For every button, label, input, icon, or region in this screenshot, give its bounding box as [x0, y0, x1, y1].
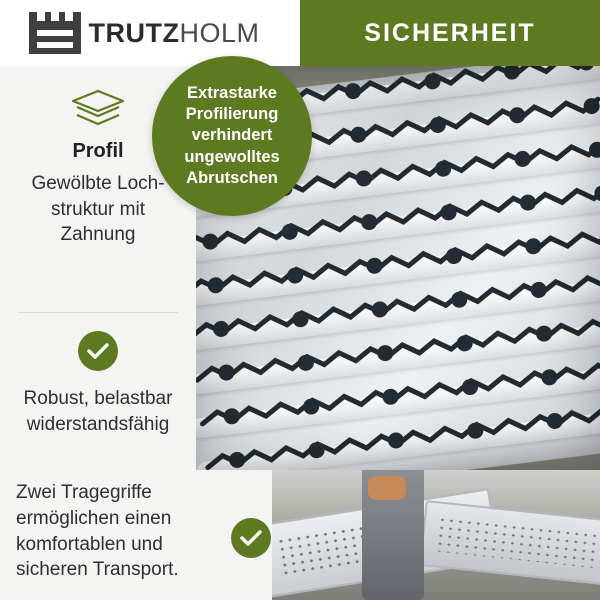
brand-logo-area [0, 0, 300, 66]
brand-primary: TRUTZ [88, 17, 180, 48]
check-icon [78, 331, 118, 371]
logo [29, 12, 260, 54]
carry-handles-photo [272, 470, 600, 600]
ramp-hole-pattern [435, 515, 600, 568]
hand-on-handle [368, 476, 406, 500]
brand-secondary: HOLM [179, 17, 260, 48]
highlight-badge-text: Extrastarke Profilierung verhindert ungewolltes Abrutschen [184, 84, 280, 187]
feature-divider [18, 312, 178, 313]
brand-name [89, 18, 260, 49]
bottom-text: Zwei Tragegriffe ermöglichen einen komfortablen und sicheren Transport. [16, 482, 179, 581]
check-icon-svg [87, 342, 109, 360]
feature-profil-title: Profil [72, 140, 124, 162]
bottom-check-icon-wrapper [231, 518, 271, 558]
check-icon-wrapper [0, 324, 196, 378]
highlight-badge [152, 56, 312, 216]
section-title: SICHERHEIT [364, 18, 536, 47]
bottom-section [0, 470, 600, 600]
feature-profil-body: Gewölbte Loch-struktur mit Zahnung [31, 173, 165, 246]
feature-robust [0, 324, 196, 437]
feature-robust-body: Robust, belastbar widerstandsfähig [23, 388, 173, 435]
header [0, 0, 600, 66]
stacked-plates-icon-svg [69, 87, 127, 131]
castle-battlement-icon [29, 12, 81, 54]
section-header [300, 0, 600, 66]
check-icon-svg [240, 529, 262, 547]
check-icon [231, 518, 271, 558]
